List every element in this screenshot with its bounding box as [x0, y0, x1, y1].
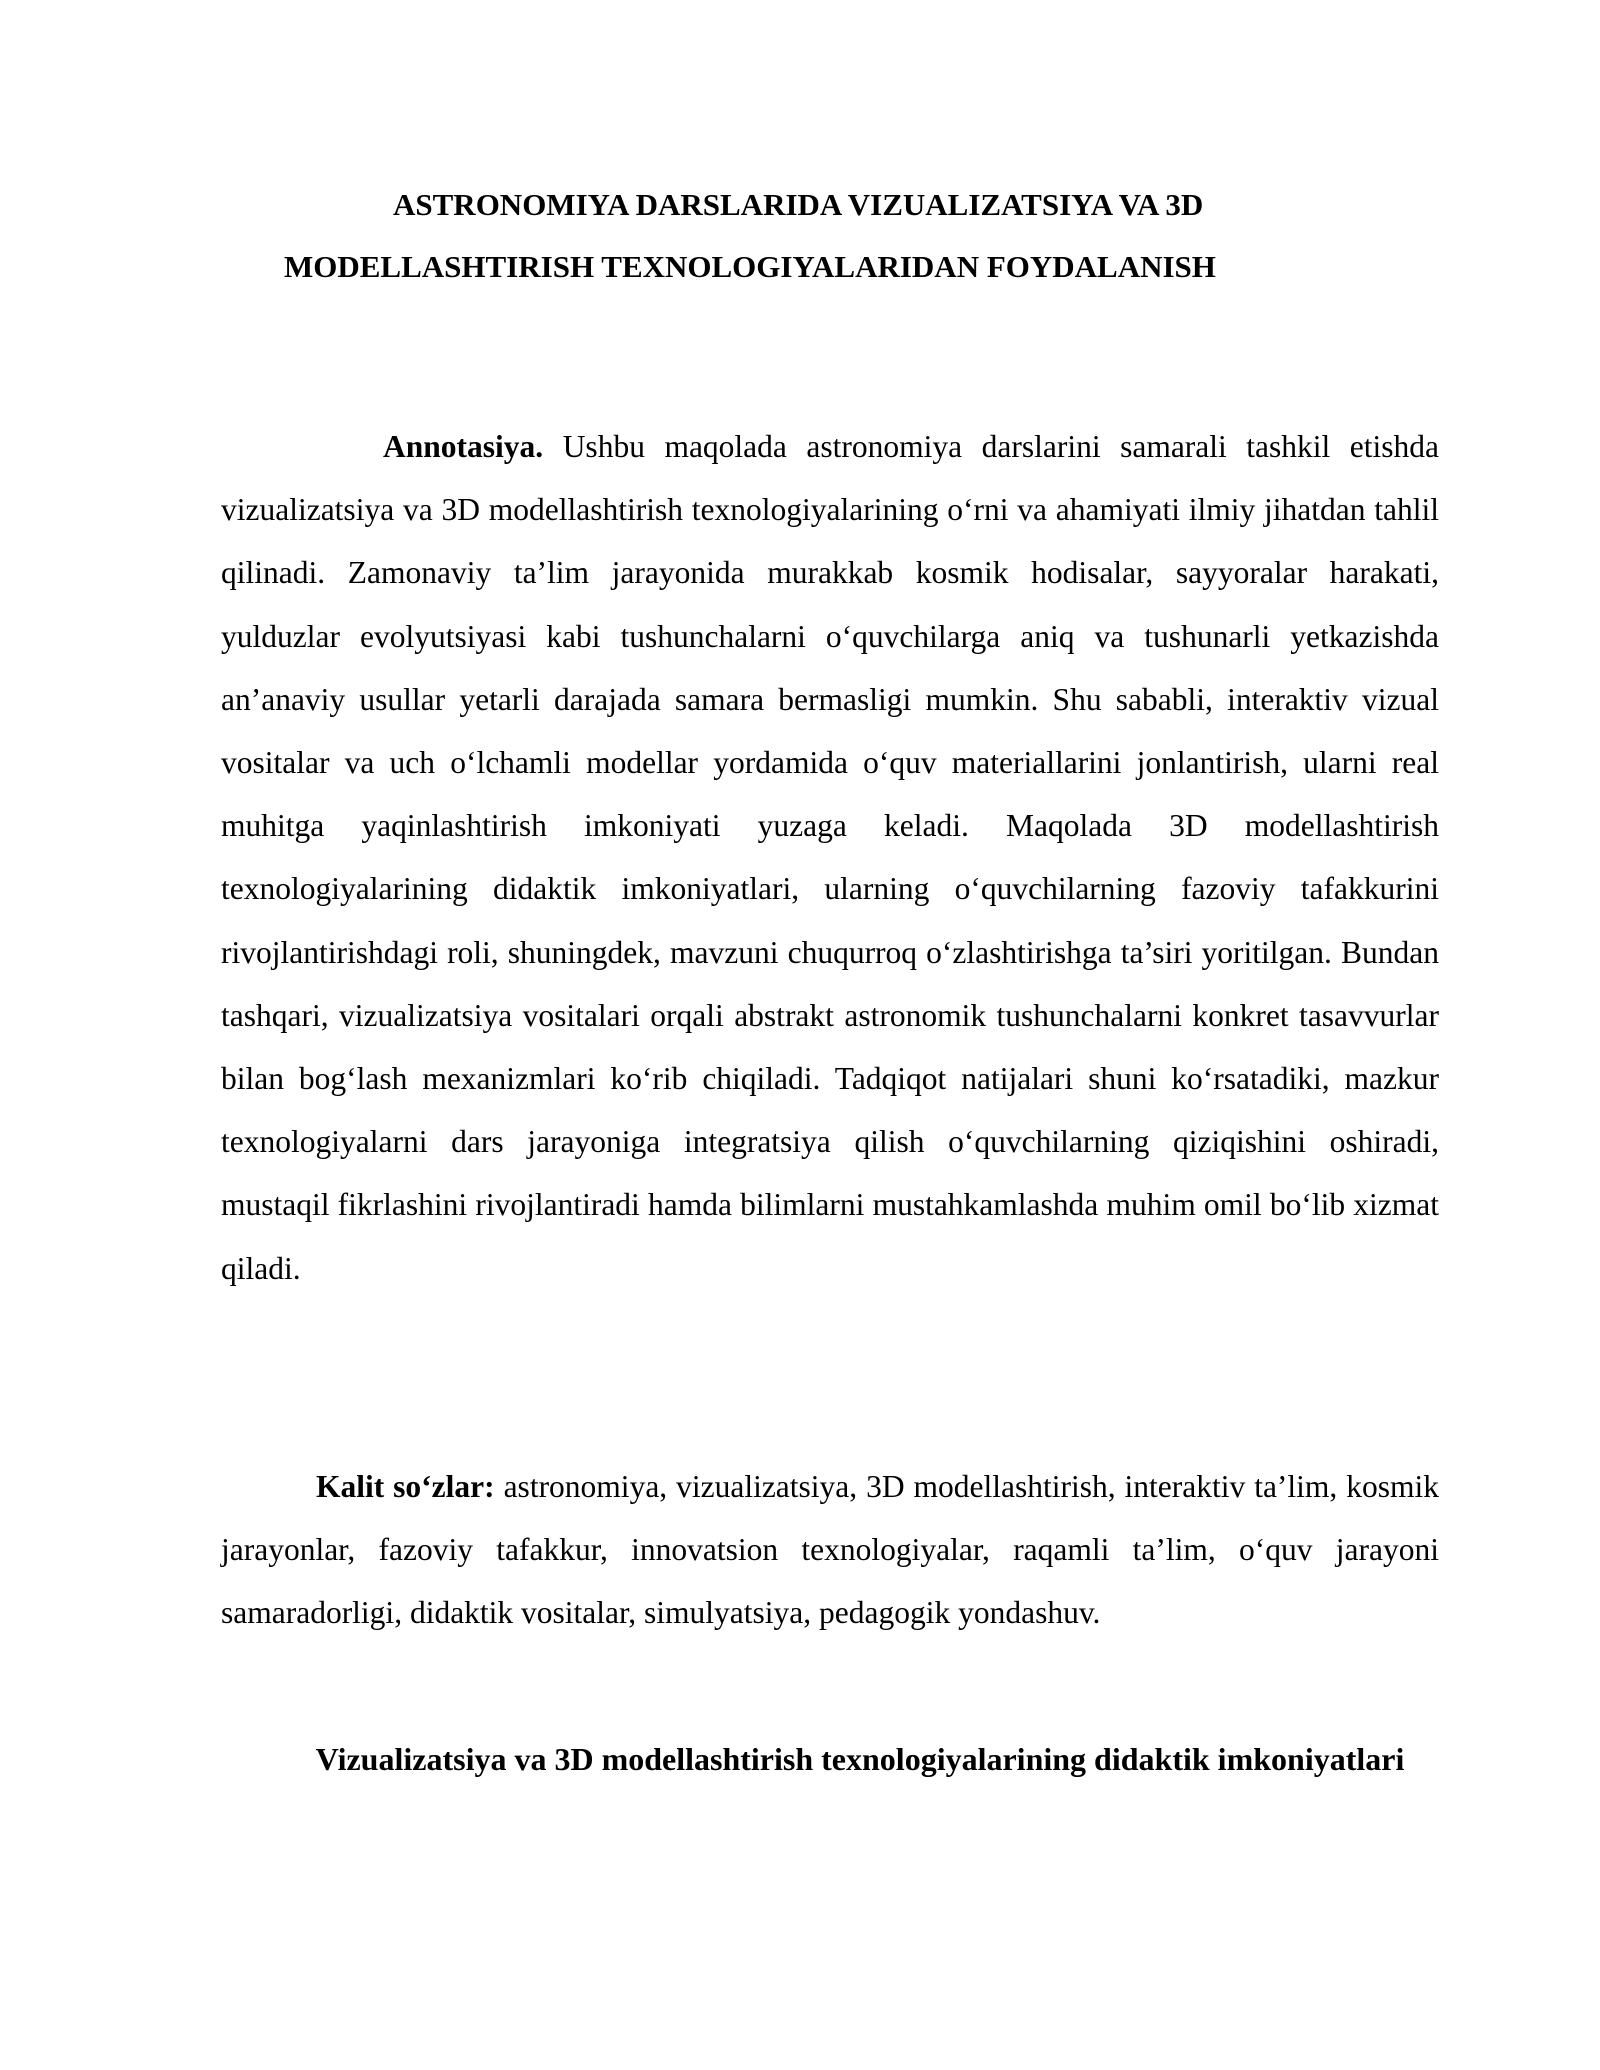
keywords-text: astronomiya, vizualizatsiya, 3D modellashtirish, interaktiv ta’lim, kosmik jarayonlar, fazoviy tafakkur, innovatsion texnologiyalar, raqamli ta’lim, o‘quv jarayoni samaradorligi, didaktik vositalar, simulyatsiya, pedagogik yondashuv. — [221, 1469, 1439, 1631]
abstract-paragraph — [221, 415, 1439, 1300]
abstract-label: Annotasiya. — [383, 429, 544, 464]
keywords-paragraph — [221, 1455, 1439, 1645]
section-heading: Vizualizatsiya va 3D modellashtirish texnologiyalarining didaktik imkoniyatlari — [315, 1741, 1405, 1777]
keywords-label: Kalit so‘zlar: — [316, 1469, 495, 1504]
document-title-line1: ASTRONOMIYA DARSLARIDA VIZUALIZATSIYA VA 3D — [393, 187, 1204, 222]
abstract-text: Ushbu maqolada astronomiya darslarini samarali tashkil etishda vizualizatsiya va 3D modellashtirish texnologiyalarining o‘rni va ahamiyati ilmiy jihatdan tahlil qilinadi. Zamonaviy ta’lim jarayonida murakkab kosmik hodisalar, sayyoralar harakati, yulduzlar evolyutsiyasi kabi tushunchalarni o‘quvchilarga aniq va tushunarli yetkazishda an’anaviy usullar yetarli darajada samara bermasligi mumkin. Shu sababli, interaktiv vizual vositalar va uch o‘lchamli modellar yordamida o‘quv materiallarini jonlantirish, ularni real muhitga yaqinlashtirish imkoniyati yuzaga keladi. Maqolada 3D modellashtirish texnologiyalarining didaktik imkoniyatlari, ularning o‘quvchilarning fazoviy tafakkurini rivojlantirishdagi roli, shuningdek, mavzuni chuqurroq o‘zlashtirishga ta’siri yoritilgan. Bundan tashqari, vizualizatsiya vositalari orqali abstrakt astronomik tushunchalarni konkret tasavvurlar bilan bog‘lash mexanizmlari ko‘rib chiqiladi. Tadqiqot natijalari shuni ko‘rsatadiki, mazkur texnologiyalarni dars jarayoniga integratsiya qilish o‘quvchilarning qiziqishini oshiradi, mustaqil fikrlashini rivojlantiradi hamda bilimlarni mustahkamlashda muhim omil bo‘lib xizmat qiladi. — [221, 429, 1440, 1286]
document-title-line2: MODELLASHTIRISH TEXNOLOGIYALARIDAN FOYDALANISH — [284, 249, 1216, 284]
